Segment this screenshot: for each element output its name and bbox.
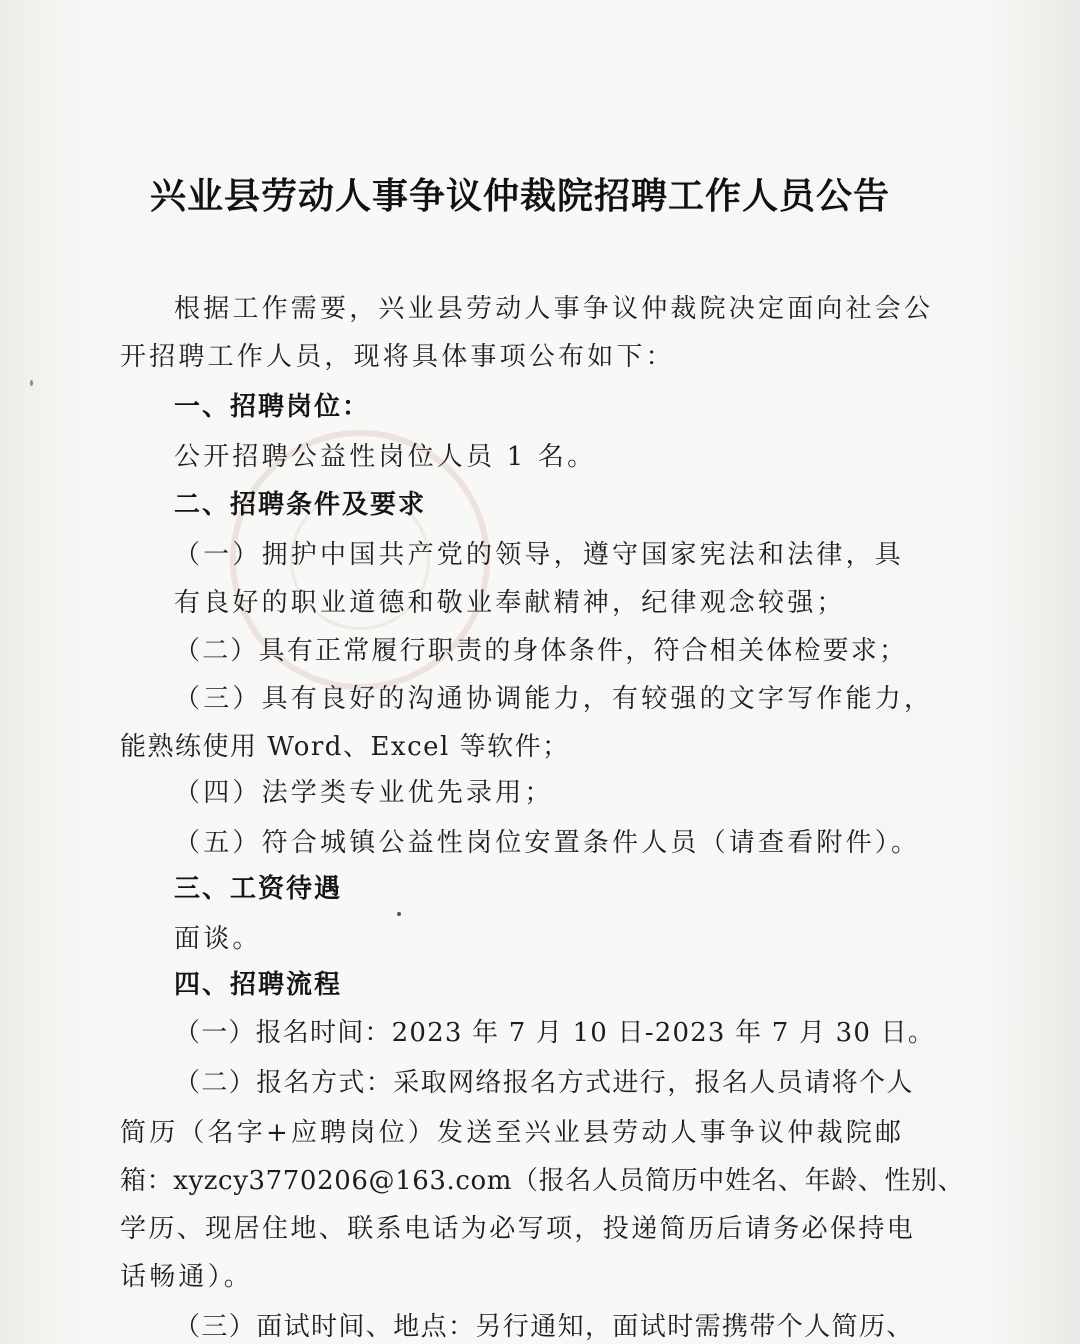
section-heading-salary: 三、工资待遇	[174, 874, 343, 904]
positions-body: 公开招聘公益性岗位人员 1 名。	[174, 442, 597, 472]
requirement-item-2: （二）具有正常履行职责的身体条件，符合相关体检要求；	[174, 636, 908, 666]
requirement-item-3-line-2: 能熟练使用 Word、Excel 等软件；	[120, 732, 570, 762]
requirement-item-5: （五）符合城镇公益性岗位安置条件人员（请查看附件）。	[174, 828, 921, 858]
process-item-2-line-1: （二）报名方式：采取网络报名方式进行，报名人员请将个人	[174, 1068, 914, 1098]
scan-speck	[397, 912, 401, 916]
process-item-1: （一）报名时间：2023 年 7 月 10 日-2023 年 7 月 30 日。	[174, 1018, 936, 1048]
section-heading-process: 四、招聘流程	[174, 970, 343, 1000]
process-item-2-line-3: 箱：xyzcy3770206@163.com（报名人员简历中姓名、年龄、性别、	[120, 1166, 965, 1196]
requirement-item-3-line-1: （三）具有良好的沟通协调能力，有较强的文字写作能力，	[174, 684, 934, 714]
requirement-item-4: （四）法学类专业优先录用；	[174, 778, 554, 808]
process-item-2-line-4: 学历、现居住地、联系电话为必写项，投递简历后请务必保持电	[120, 1214, 916, 1244]
process-item-3: （三）面试时间、地点：另行通知，面试时需携带个人简历、	[174, 1312, 914, 1342]
document-title: 兴业县劳动人事争议仲裁院招聘工作人员公告	[149, 175, 890, 217]
salary-body: 面谈。	[174, 924, 262, 954]
requirement-item-1-line-2: 有良好的职业道德和敬业奉献精神，纪律观念较强；	[174, 588, 846, 618]
scan-speck	[30, 380, 33, 386]
intro-line-2: 开招聘工作人员，现将具体事项公布如下：	[120, 342, 675, 372]
process-item-2-line-5: 话畅通）。	[120, 1262, 254, 1292]
section-heading-positions: 一、招聘岗位：	[174, 392, 371, 422]
intro-line-1: 根据工作需要，兴业县劳动人事争议仲裁院决定面向社会公	[174, 294, 934, 324]
requirement-item-1-line-1: （一）拥护中国共产党的领导，遵守国家宪法和法律，具	[174, 540, 905, 570]
section-heading-requirements: 二、招聘条件及要求	[174, 490, 427, 520]
process-item-2-line-2: 简历（名字+应聘岗位）发送至兴业县劳动人事争议仲裁院邮	[120, 1118, 905, 1148]
